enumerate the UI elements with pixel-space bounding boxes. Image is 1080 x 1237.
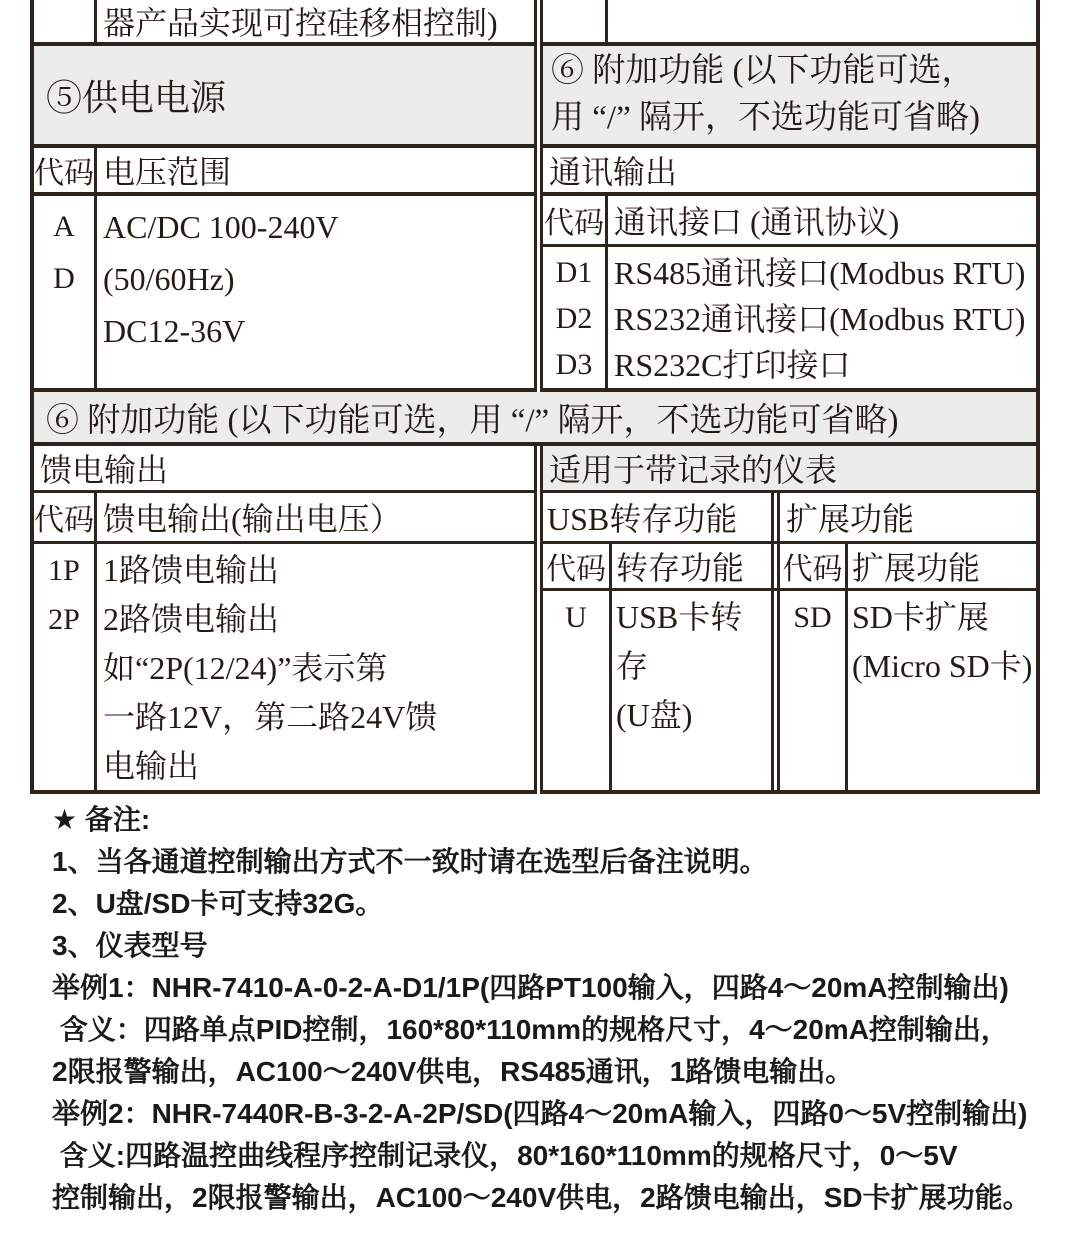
row-feed-record-titles bbox=[30, 446, 1040, 493]
notes-title: ★ 备注: bbox=[52, 804, 151, 835]
model-selection-table bbox=[30, 0, 1040, 794]
feed-desc-line: 一路12V，第二路24V馈 bbox=[103, 699, 438, 735]
sd-desc-line2: (Micro SD卡) bbox=[852, 648, 1033, 684]
feed-title-cell bbox=[30, 446, 537, 493]
usb-desc-cell bbox=[612, 591, 771, 790]
power-section-header: ⑤供电电源 bbox=[30, 46, 537, 148]
carryover-code-cell bbox=[34, 0, 94, 42]
sd-desc-line1: SD卡扩展 bbox=[852, 599, 989, 635]
extra-full-header: ⑥ 附加功能 (以下功能可选，用 “/” 隔开，不选功能可省略) bbox=[30, 392, 1040, 446]
extra-function-header-line1: ⑥ 附加功能 (以下功能可选， bbox=[551, 53, 975, 89]
note-line-3: 3、仪表型号 bbox=[52, 930, 208, 961]
power-desc-line: DC12-36V bbox=[103, 313, 246, 349]
power-desc-line: AC/DC 100-240V bbox=[103, 209, 339, 245]
comm-code-colhead: 代码 bbox=[544, 207, 604, 240]
comm-iface-colhead: 通讯接口 (通讯协议) bbox=[614, 204, 900, 240]
usb-sd-data-row bbox=[543, 591, 1036, 790]
row-section-headers bbox=[30, 46, 1040, 148]
comm-data-rows bbox=[543, 247, 1036, 388]
feed-desc-col bbox=[97, 544, 534, 790]
note-example2: 举例2：NHR-7440R-B-3-2-A-2P/SD(四路4～20mA输入，四路0～5V控制输出) bbox=[52, 1098, 1028, 1129]
power-code-A: A bbox=[53, 210, 75, 243]
carryover-right bbox=[540, 0, 1040, 46]
note-example1-meaning-cont: 2限报警输出，AC100～240V供电，RS485通讯，1路馈电输出。 bbox=[52, 1056, 854, 1087]
feed-code-colhead: 代码 bbox=[34, 504, 94, 537]
feed-title: 馈电输出 bbox=[40, 452, 169, 488]
feed-desc-line: 电输出 bbox=[103, 748, 200, 784]
power-code-col bbox=[34, 196, 94, 388]
carryover-right-empty-cell bbox=[608, 0, 1036, 42]
sd-code: SD bbox=[793, 601, 832, 634]
row-carryover bbox=[30, 0, 1040, 46]
row-feed-usb-data bbox=[30, 544, 1040, 794]
carryover-right-code-cell bbox=[543, 0, 605, 42]
comm-desc-line: RS232通讯接口(Modbus RTU) bbox=[614, 301, 1026, 337]
feed-subheader bbox=[30, 493, 537, 544]
comm-desc-line: RS232C打印接口 bbox=[614, 347, 851, 383]
feed-desc-line: 2路馈电输出 bbox=[103, 601, 280, 637]
feed-desc-colhead: 馈电输出(输出电压） bbox=[103, 501, 402, 537]
usb-desc-line2: (U盘) bbox=[616, 697, 693, 733]
carryover-text: 器产品实现可控硅移相控制) bbox=[103, 5, 498, 41]
row-extra-full-header bbox=[30, 392, 1040, 446]
comm-code-col bbox=[543, 247, 605, 388]
feed-code-1P: 1P bbox=[48, 554, 80, 587]
feed-code-2P: 2P bbox=[48, 603, 80, 636]
subtable-divider bbox=[771, 591, 780, 790]
feed-rows bbox=[30, 544, 537, 794]
feed-desc-line: 如“2P(12/24)”表示第 bbox=[103, 650, 388, 686]
usb-code-cell bbox=[543, 591, 609, 790]
usb-func-colhead: 转存功能 bbox=[616, 550, 745, 586]
usb-section-header: USB转存功能 bbox=[547, 501, 738, 537]
sd-code-colhead: 代码 bbox=[782, 553, 843, 586]
power-rows bbox=[30, 196, 537, 392]
comm-subheader bbox=[543, 196, 1036, 247]
carryover-left bbox=[30, 0, 537, 46]
usb-sd-headers bbox=[540, 493, 1040, 544]
comm-code-D2: D2 bbox=[555, 302, 593, 335]
subtable-divider bbox=[771, 493, 780, 541]
power-desc-line: (50/60Hz) bbox=[103, 261, 235, 297]
feed-code-col bbox=[34, 544, 94, 790]
usb-sd-subheaders bbox=[543, 544, 1036, 591]
extra-function-header-line2: 用 “/” 隔开，不选功能可省略) bbox=[551, 100, 980, 136]
usb-code: U bbox=[565, 601, 587, 634]
comm-desc-line: RS485通讯接口(Modbus RTU) bbox=[614, 255, 1026, 291]
notes-section bbox=[30, 799, 1070, 1219]
sd-section-header: 扩展功能 bbox=[786, 501, 915, 537]
subtable-divider bbox=[771, 544, 780, 588]
row-subheaders bbox=[30, 148, 1040, 196]
note-line-2: 2、U盘/SD卡可支持32G。 bbox=[52, 888, 384, 919]
sd-func-colhead: 扩展功能 bbox=[852, 550, 981, 586]
extra-function-header bbox=[540, 46, 1040, 148]
usb-desc-line1: USB卡转存 bbox=[616, 599, 743, 684]
note-example2-meaning: 含义:四路温控曲线程序控制记录仪，80*160*110mm的规格尺寸，0～5V bbox=[52, 1140, 958, 1171]
feed-desc-line: 1路馈电输出 bbox=[103, 552, 280, 588]
usb-code-colhead: 代码 bbox=[546, 553, 606, 586]
sd-desc-cell bbox=[848, 591, 1036, 790]
power-range-colhead: 电压范围 bbox=[103, 154, 232, 190]
note-line-1: 1、当各通道控制输出方式不一致时请在选型后备注说明。 bbox=[52, 846, 768, 877]
record-title-cell bbox=[540, 446, 1040, 493]
row-feed-usb-headers bbox=[30, 493, 1040, 544]
power-desc-col bbox=[97, 196, 534, 388]
power-code-colhead: 代码 bbox=[34, 157, 94, 190]
note-example2-meaning-cont: 控制输出，2限报警输出，AC100～240V供电，2路馈电输出，SD卡扩展功能。 bbox=[52, 1182, 1031, 1213]
comm-output-header bbox=[540, 148, 1040, 196]
comm-code-D1: D1 bbox=[555, 256, 593, 289]
sd-code-cell bbox=[780, 591, 845, 790]
comm-desc-col bbox=[608, 247, 1036, 388]
note-example1-meaning: 含义：四路单点PID控制，160*80*110mm的规格尺寸，4～20mA控制输出， bbox=[52, 1014, 1009, 1045]
usb-sd-tables bbox=[540, 544, 1040, 794]
row-power-comm bbox=[30, 196, 1040, 392]
power-code-D: D bbox=[53, 262, 75, 295]
power-subheader bbox=[30, 148, 537, 196]
comm-rows bbox=[540, 196, 1040, 392]
comm-code-D3: D3 bbox=[555, 348, 593, 381]
record-title: 适用于带记录的仪表 bbox=[549, 452, 838, 488]
note-example1: 举例1：NHR-7410-A-0-2-A-D1/1P(四路PT100输入，四路4～20mA控制输出) bbox=[52, 972, 1009, 1003]
comm-output-title: 通讯输出 bbox=[549, 154, 678, 190]
